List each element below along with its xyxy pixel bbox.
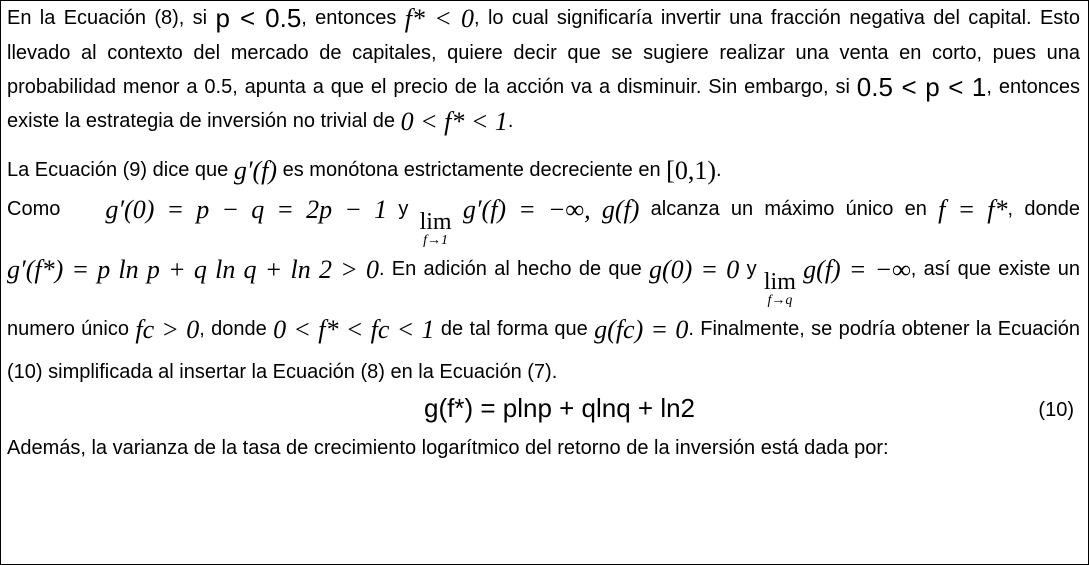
text: En la Ecuación (8), si — [7, 7, 208, 29]
limit-expression — [764, 270, 796, 308]
text: La Ecuación (9) dice que — [7, 159, 229, 181]
math-inline: fc > 0 — [135, 315, 200, 344]
text: es monótona estrictamente decreciente en — [282, 159, 661, 181]
math-inline: f = f* — [938, 195, 1008, 224]
limit-operator: lim — [419, 209, 452, 235]
text: , entonces existe la estrategia de inversión no trivial de — [7, 76, 1080, 132]
math-inline: g′(f) — [233, 156, 278, 185]
math-inline: g′(f) = −∞, — [462, 195, 591, 224]
math-inline: g(f) — [601, 195, 640, 224]
limit-subscript: f→1 — [423, 233, 449, 248]
equation-number: (10) — [1038, 399, 1074, 421]
math-inline: g(f) = −∞ — [803, 255, 911, 284]
paragraph-2 — [7, 153, 1080, 188]
math-inline: p < 0.5 — [215, 3, 302, 33]
text: . Finalmente, se podría obtener la Ecuación (10) simplificada al insertar la Ecuación (8) en la Ecuación (7). — [7, 318, 1081, 383]
text: . — [716, 159, 722, 181]
math-inline: 0.5 < p < 1 — [856, 72, 987, 102]
text: . — [507, 110, 514, 132]
text: , así que existe un numero único — [7, 258, 1080, 340]
equation-10-line — [7, 393, 1080, 431]
text: y — [746, 258, 757, 280]
limit-subscript: f→q — [767, 293, 793, 308]
math-inline: g(0) = 0 — [649, 255, 740, 284]
math-inline: g(fc) = 0 — [594, 315, 689, 344]
math-inline: 0 < f* < 1 — [400, 107, 508, 136]
paragraph-4 — [7, 431, 1080, 465]
paragraph-gap — [7, 139, 1080, 153]
text: , donde — [199, 318, 267, 340]
math-inline: 0 < f* < fc < 1 — [273, 315, 435, 344]
text: Además, la varianza de la tasa de crecimiento logarítmico del retorno de la inversión está dada por: — [7, 437, 889, 459]
math-inline: [0,1) — [666, 156, 716, 185]
text: , entonces — [301, 7, 397, 29]
paragraph-3 — [7, 188, 1080, 393]
text: Como — [7, 198, 61, 220]
text: , lo cual significaría invertir una fracción negativa del capital. Esto llevado al contexto del mercado de capitales, quiere decir que se sugiere realizar una venta en corto, pues una probabilidad menor a 0.5, apunta a que el precio de la acción va a disminuir. Sin embargo, si — [7, 7, 1080, 98]
limit-expression — [420, 210, 452, 248]
text: y — [398, 198, 409, 220]
math-inline: f* < 0 — [404, 4, 475, 33]
limit-operator: lim — [763, 269, 796, 295]
text: , donde — [1007, 198, 1080, 220]
display-equation: g(f*) = plnp + qlnq + ln2 — [424, 393, 696, 423]
text: . En adición al hecho de que — [378, 258, 642, 280]
math-inline: g′(f*) = p ln p + q ln q + ln 2 > 0 — [7, 255, 379, 284]
text: alcanza un máximo único en — [650, 198, 927, 220]
math-inline: g′(0) = p − q = 2p − 1 — [105, 195, 388, 224]
paragraph-1 — [7, 1, 1080, 139]
text: de tal forma que — [440, 318, 588, 340]
